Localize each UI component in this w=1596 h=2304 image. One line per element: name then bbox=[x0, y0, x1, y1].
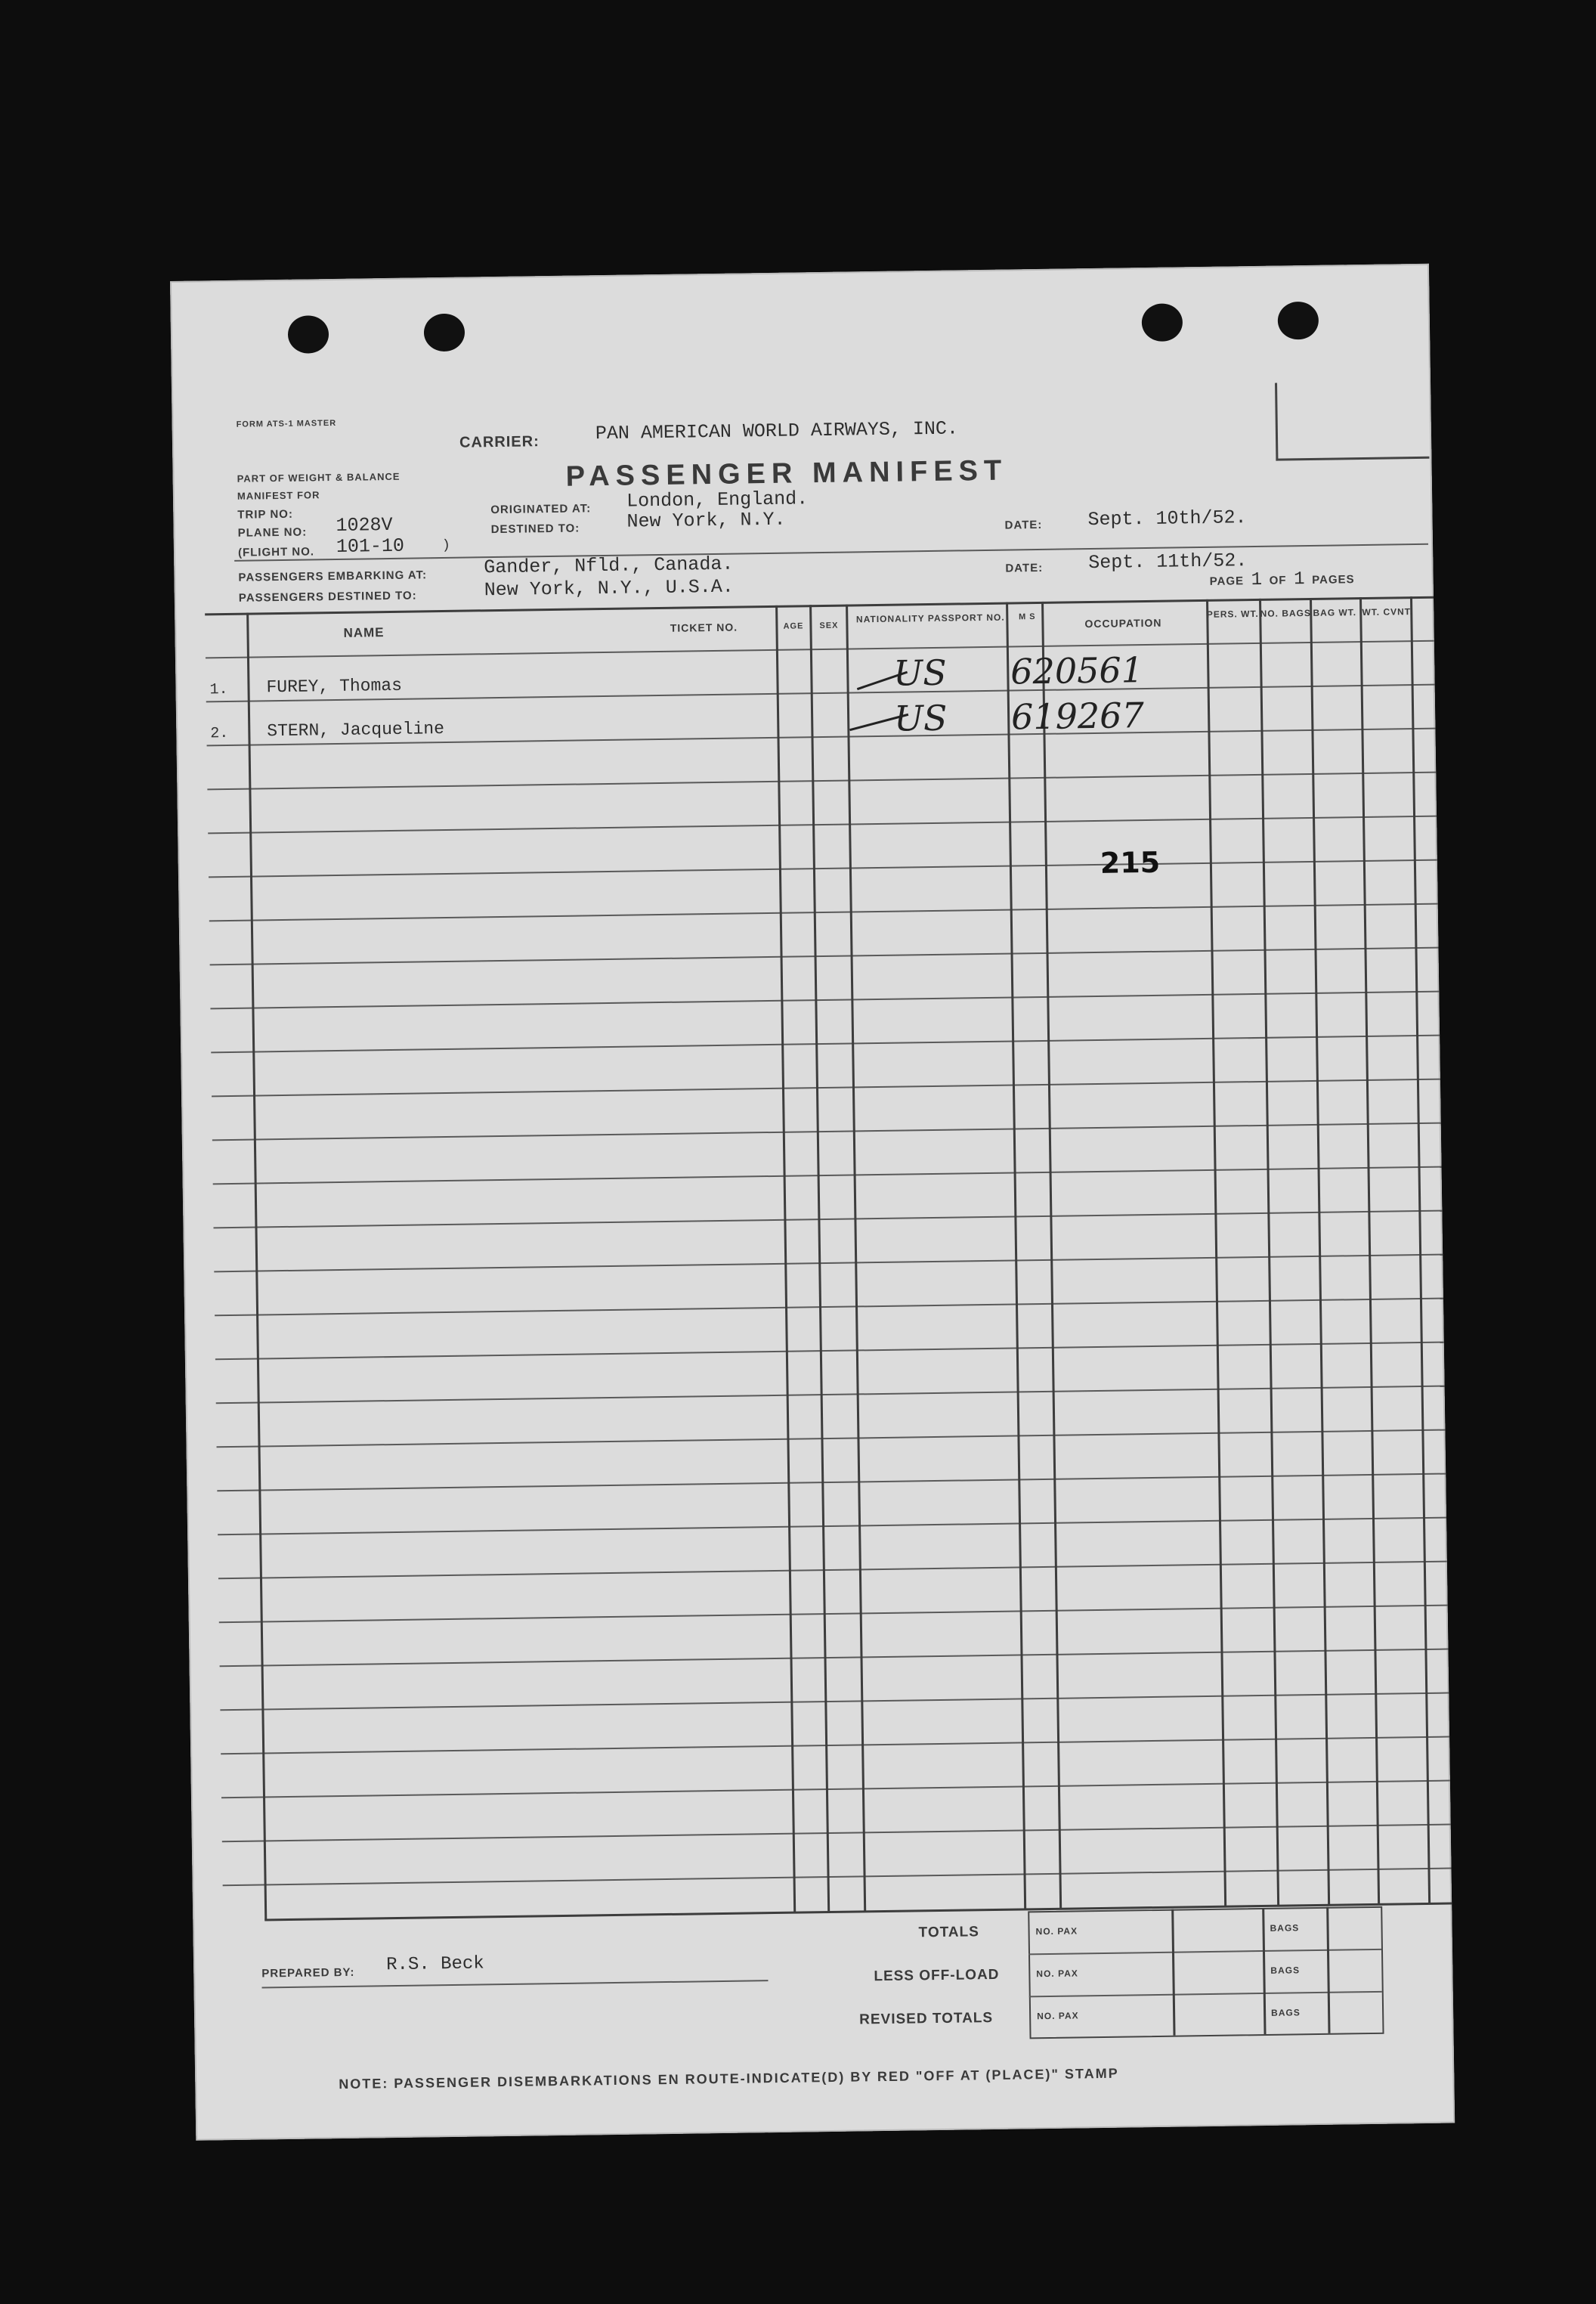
table-row-line bbox=[215, 1342, 1444, 1361]
col-wt-cvnt: WT. CVNT. bbox=[1362, 606, 1414, 618]
less-offload-label: LESS OFF-LOAD bbox=[874, 1966, 1000, 1985]
manifest-sheet bbox=[170, 264, 1455, 2141]
row-number: 2. bbox=[210, 724, 229, 743]
plane-no: 1028V bbox=[336, 513, 393, 537]
trip-no-label: TRIP NO: bbox=[237, 507, 294, 522]
date-2: Sept. 11th/52. bbox=[1088, 550, 1248, 574]
table-column-line bbox=[1359, 597, 1380, 1905]
passenger-nationality: US bbox=[892, 652, 947, 694]
plane-no-label: PLANE NO: bbox=[237, 525, 308, 540]
destined-pax-value: New York, N.Y., U.S.A. bbox=[484, 575, 734, 602]
totals-box bbox=[1028, 1906, 1384, 2039]
passenger-nationality: US bbox=[893, 697, 948, 739]
table-column-line bbox=[1041, 602, 1062, 1909]
pages-label: PAGES bbox=[1312, 573, 1355, 587]
punch-hole bbox=[288, 315, 329, 354]
date-1: Sept. 10th/52. bbox=[1087, 506, 1247, 531]
flight-no-label: (FLIGHT NO. bbox=[237, 545, 315, 559]
table-column-line bbox=[809, 605, 830, 1912]
table-row-line bbox=[206, 640, 1434, 659]
flight-no-close: ) bbox=[441, 537, 450, 554]
table-row-line bbox=[221, 1736, 1449, 1755]
header-divider bbox=[234, 543, 1428, 562]
table-row-line bbox=[209, 859, 1437, 878]
embarking-label: PASSENGERS EMBARKING AT: bbox=[238, 568, 428, 584]
table-row-line bbox=[217, 1473, 1446, 1492]
table-column-line bbox=[846, 605, 866, 1912]
punch-hole bbox=[1278, 302, 1319, 340]
table-row-line bbox=[213, 1210, 1442, 1229]
prepared-by: R.S. Beck bbox=[385, 1953, 484, 1976]
col-name: NAME bbox=[343, 625, 385, 640]
table-row-line bbox=[211, 1035, 1440, 1054]
table-row-line bbox=[220, 1692, 1449, 1711]
table-column-line bbox=[1206, 599, 1226, 1907]
col-bag-wt: BAG WT. bbox=[1313, 607, 1357, 618]
table-row-line bbox=[215, 1298, 1443, 1317]
table-row-line bbox=[219, 1605, 1448, 1624]
table-row-line bbox=[218, 1517, 1446, 1536]
col-sex: SEX bbox=[819, 621, 839, 631]
table-row-line bbox=[216, 1386, 1445, 1404]
destined-label: DESTINED TO: bbox=[490, 522, 580, 537]
table-column-line bbox=[1006, 602, 1026, 1910]
col-pers-wt: PERS. WT. bbox=[1206, 608, 1259, 620]
revised-totals-label: REVISED TOTALS bbox=[859, 2010, 994, 2028]
table-row-line bbox=[217, 1429, 1446, 1448]
manifest-for-label: MANIFEST FOR bbox=[237, 489, 320, 502]
form-number: FORM ATS-1 MASTER bbox=[236, 418, 337, 429]
table-row-line bbox=[208, 816, 1437, 835]
stamped-number: 215 bbox=[1100, 845, 1161, 880]
page-total: 1 bbox=[1293, 569, 1305, 590]
carrier-name: PAN AMERICAN WORLD AIRWAYS, INC. bbox=[595, 417, 959, 445]
table-row-line bbox=[209, 903, 1438, 922]
passenger-name: FUREY, Thomas bbox=[266, 675, 403, 698]
page-no: 1 bbox=[1251, 569, 1263, 591]
table-row-line bbox=[212, 1123, 1441, 1141]
no-pax-label: NO. PAX bbox=[1036, 1968, 1078, 1980]
table-column-line bbox=[1310, 598, 1330, 1906]
destined-pax-label: PASSENGERS DESTINED TO: bbox=[238, 589, 417, 605]
col-no-bags: NO. BAGS bbox=[1260, 607, 1312, 619]
table-row-line bbox=[221, 1780, 1450, 1799]
punch-hole bbox=[424, 314, 466, 352]
col-age: AGE bbox=[783, 621, 804, 631]
table-row-line bbox=[222, 1824, 1451, 1843]
col-ticket: TICKET NO. bbox=[670, 621, 738, 634]
table-row-line bbox=[218, 1561, 1447, 1580]
passenger-passport: 620561 bbox=[1010, 649, 1144, 692]
prepared-by-label: PREPARED BY: bbox=[261, 1965, 355, 1980]
destined-value: New York, N.Y. bbox=[626, 508, 786, 533]
table-row-line bbox=[213, 1166, 1442, 1185]
table-column-line bbox=[775, 605, 796, 1913]
bags-label: BAGS bbox=[1270, 1922, 1300, 1934]
bags-label: BAGS bbox=[1270, 1965, 1301, 1976]
originated-label: ORIGINATED AT: bbox=[490, 502, 592, 517]
passenger-table bbox=[205, 596, 1452, 1922]
part-of-label: PART OF WEIGHT & BALANCE bbox=[237, 470, 401, 485]
date-label-1: DATE: bbox=[1004, 518, 1043, 532]
no-pax-label: NO. PAX bbox=[1037, 2010, 1079, 2022]
table-column-line bbox=[1259, 599, 1279, 1906]
table-row-line bbox=[212, 1079, 1440, 1098]
embarking-value: Gander, Nfld., Canada. bbox=[484, 553, 734, 579]
carrier-label: CARRIER: bbox=[459, 433, 540, 451]
row-number: 1. bbox=[209, 680, 228, 699]
page-title: PASSENGER MANIFEST bbox=[565, 454, 1008, 493]
passenger-passport: 619267 bbox=[1010, 695, 1145, 738]
totals-label: TOTALS bbox=[918, 1924, 979, 1941]
col-occupation: OCCUPATION bbox=[1084, 616, 1162, 630]
table-row-line bbox=[210, 947, 1439, 966]
passenger-name: STERN, Jacqueline bbox=[267, 718, 445, 742]
table-row-line bbox=[214, 1254, 1443, 1273]
table-row-line bbox=[207, 772, 1436, 791]
originated-value: London, England. bbox=[626, 488, 809, 513]
page-label: PAGE bbox=[1209, 574, 1245, 588]
table-column-line bbox=[1410, 596, 1431, 1904]
flight-no: 101-10 bbox=[336, 534, 405, 558]
bags-label: BAGS bbox=[1271, 2007, 1301, 2018]
prepared-by-line bbox=[262, 1980, 769, 1988]
page-of: OF bbox=[1269, 574, 1287, 587]
footer-note: NOTE: PASSENGER DISEMBARKATIONS EN ROUTE-INDICATE(D) BY RED "OFF AT (PLACE)" STAMP bbox=[339, 2065, 1119, 2092]
table-row-line bbox=[220, 1649, 1449, 1668]
col-nationality: NATIONALITY PASSPORT NO. bbox=[855, 612, 1005, 625]
col-ms: M S bbox=[1018, 612, 1036, 622]
punch-hole bbox=[1142, 303, 1183, 342]
no-pax-label: NO. PAX bbox=[1035, 1925, 1078, 1937]
table-row-line bbox=[223, 1868, 1452, 1887]
page-count bbox=[1209, 568, 1354, 591]
table-row-line bbox=[210, 991, 1439, 1010]
table-column-line bbox=[246, 613, 267, 1921]
date-label-2: DATE: bbox=[1005, 561, 1044, 575]
corner-bracket bbox=[1275, 381, 1429, 461]
